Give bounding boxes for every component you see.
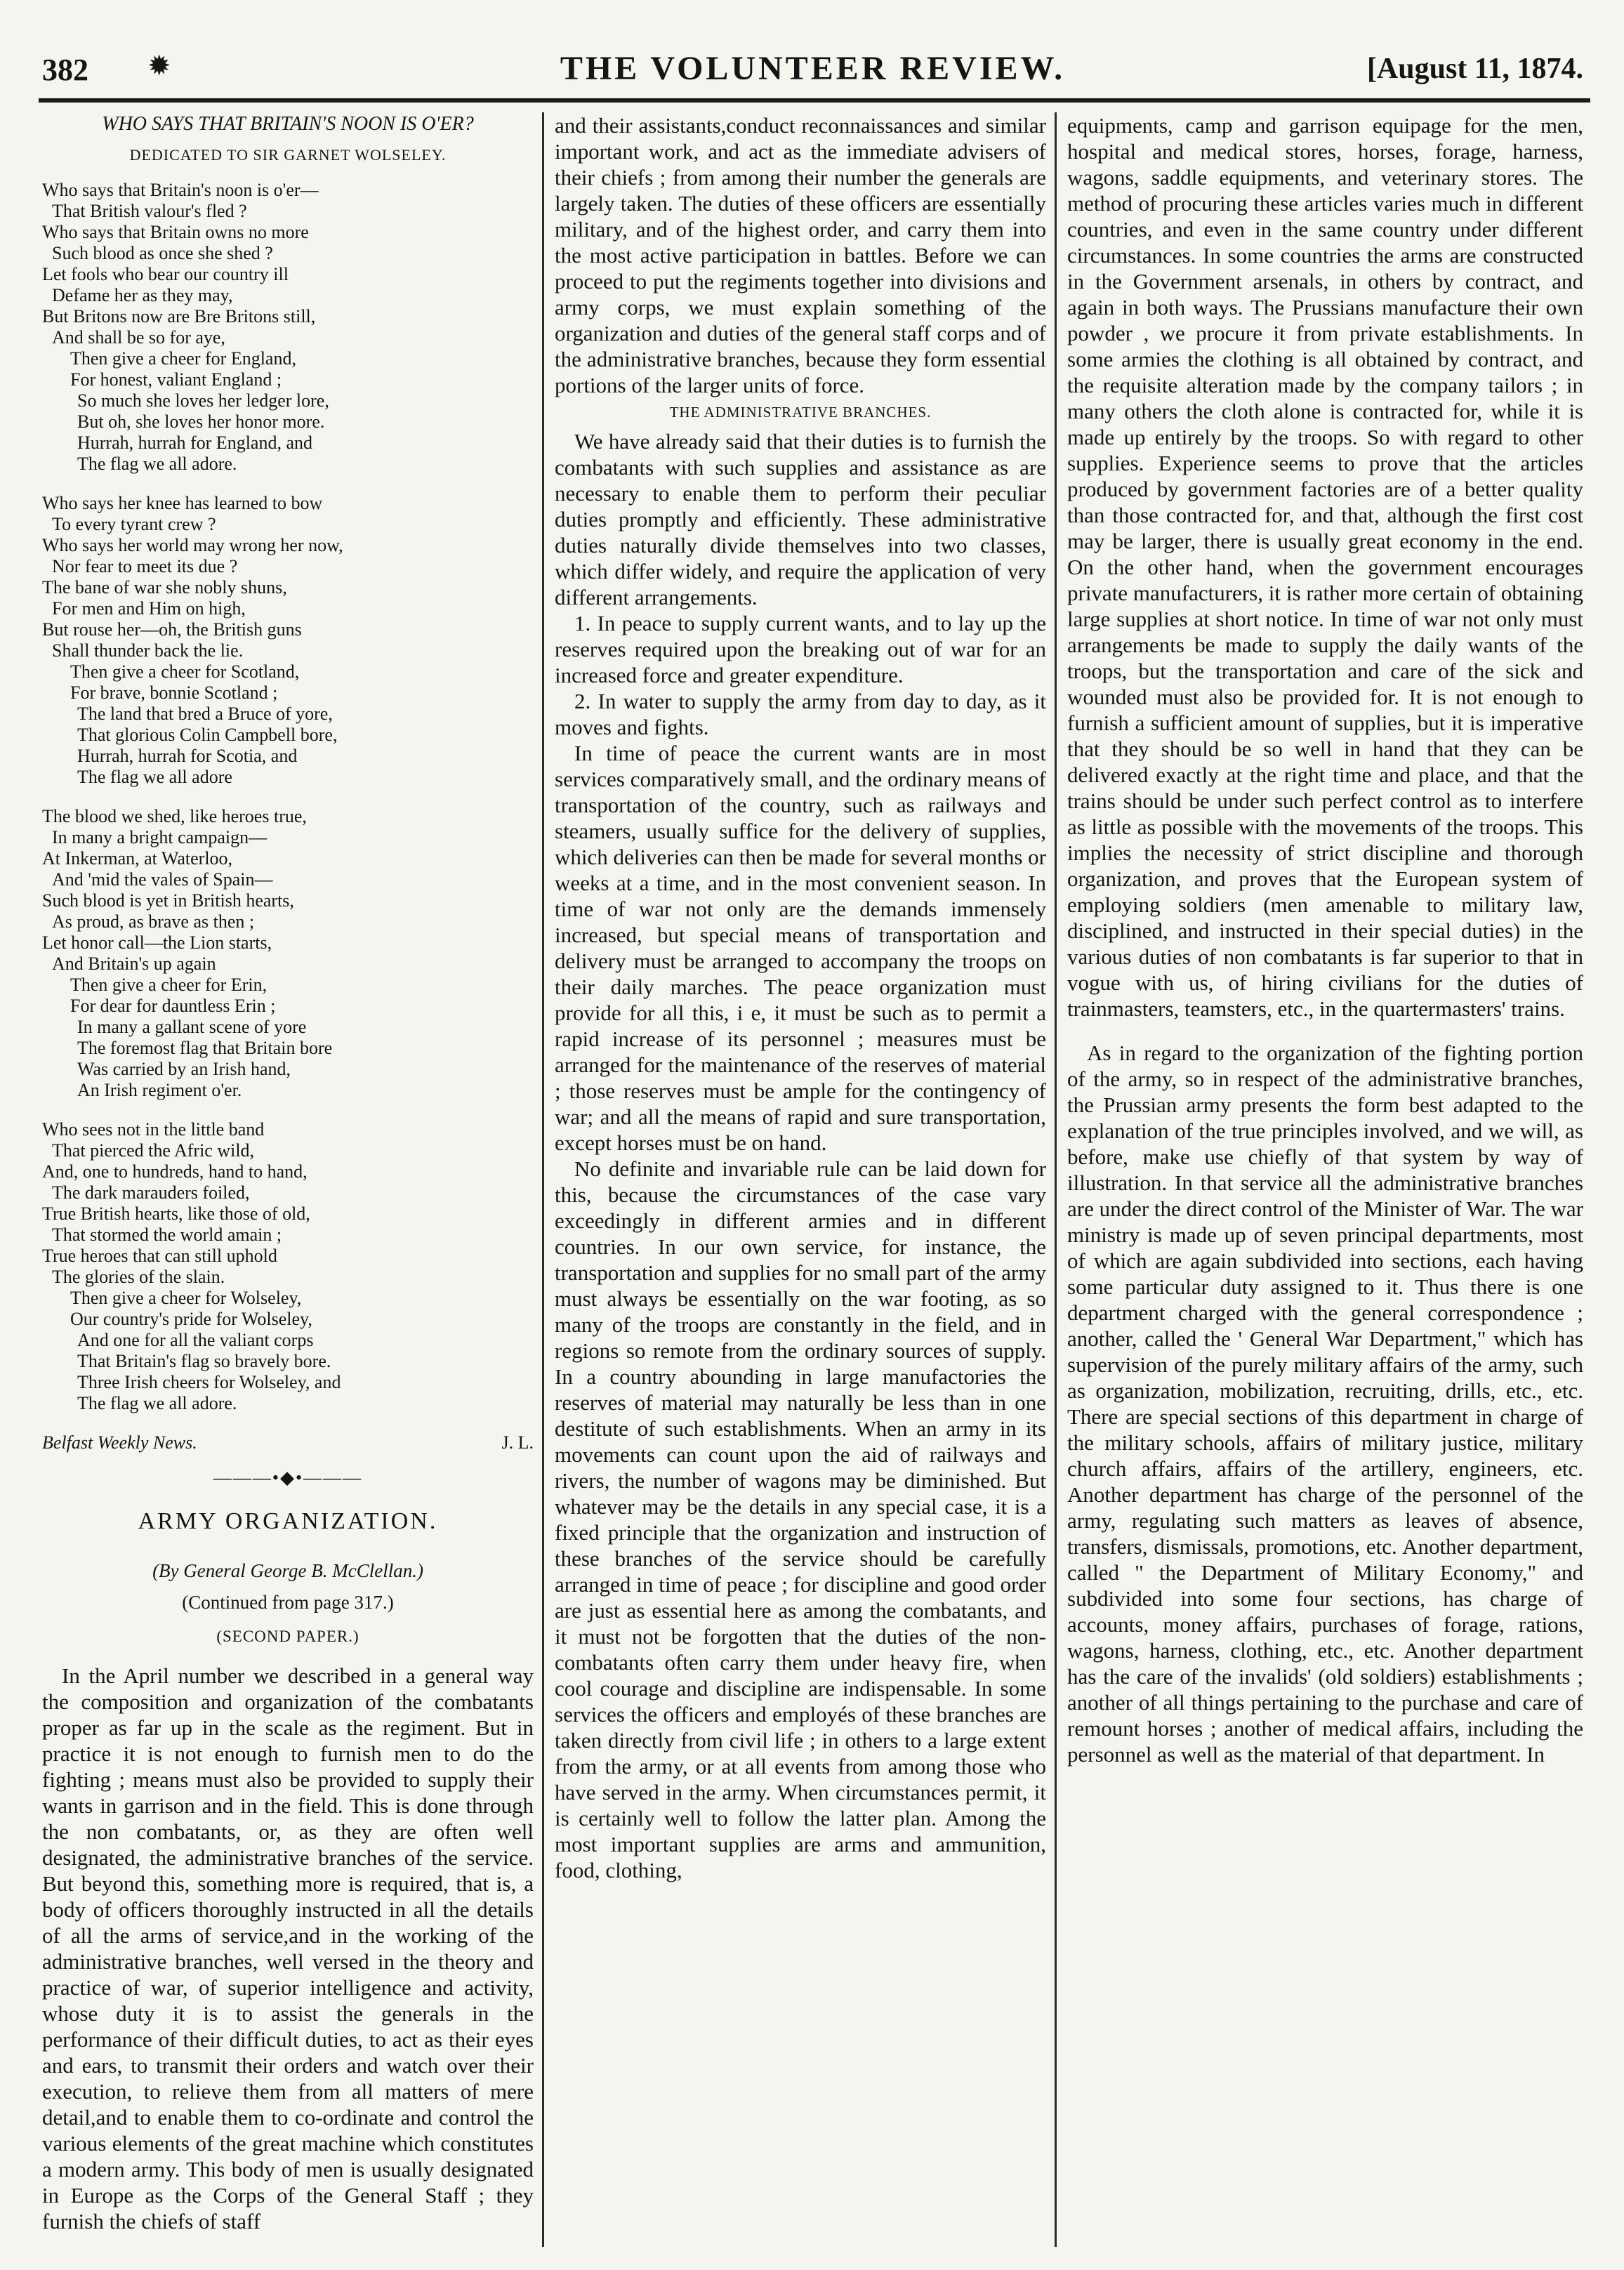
poem-line: Hurrah, hurrah for Scotia, and bbox=[77, 746, 298, 766]
poem-line: The foremost flag that Britain bore bbox=[77, 1038, 333, 1058]
poem-line: That stormed the world amain ; bbox=[52, 1225, 282, 1245]
poem-line: The blood we shed, like heroes true, bbox=[42, 806, 307, 826]
poem-line: And, one to hundreds, hand to hand, bbox=[42, 1161, 308, 1182]
section-divider: ———•◆•——— bbox=[213, 1467, 363, 1488]
poem-line: The flag we all adore. bbox=[77, 454, 237, 474]
poem-line: Who says her knee has learned to bow bbox=[42, 493, 323, 513]
paragraph: 2. In water to supply the army from day to day, as it moves and fights. bbox=[555, 689, 1046, 739]
poem-line: Who says that Britain's noon is o'er— bbox=[42, 180, 319, 200]
article-byline: (By General George B. McClellan.) bbox=[152, 1560, 423, 1581]
poem-line: To every tyrant crew ? bbox=[52, 514, 216, 534]
poem-stanza bbox=[42, 180, 534, 475]
poem-line: In many a gallant scene of yore bbox=[77, 1017, 307, 1037]
poem-line: Then give a cheer for Wolseley, bbox=[70, 1288, 302, 1308]
column-2 bbox=[555, 112, 1046, 2247]
poem-line: True heroes that can still uphold bbox=[42, 1246, 277, 1266]
poem-line: But rouse her—oh, the British guns bbox=[42, 619, 302, 640]
poem-line: Who says her world may wrong her now, bbox=[42, 535, 343, 555]
poem-line: But Britons now are Bre Britons still, bbox=[42, 306, 316, 326]
poem-line: Nor fear to meet its due ? bbox=[52, 556, 238, 576]
poem-line: And Britain's up again bbox=[52, 953, 216, 974]
poem-signature bbox=[42, 1432, 534, 1453]
poem-line: The flag we all adore. bbox=[77, 1393, 237, 1413]
poem-line: The land that bred a Bruce of yore, bbox=[77, 704, 333, 724]
poem-line: An Irish regiment o'er. bbox=[77, 1080, 242, 1100]
paragraph: equipments, camp and garrison equipage for the men, hospital and medical stores, horses, forage, harness, wagons, saddle equipments, and veterinary stores. The method of procuring these articles varies much in different countries, and even in the same country under different circumstances. In some countries the arms are constructed in the Government arsenals, in others by contract, and again in both ways. The Prussians manufacture their own powder , we procure it from private establishments. In some armies the clothing is all obtained by contract, and the requisite alteration made by the company tailors ; in many others the cloth alone is contracted for, while it is made up entirely by the troops. So with regard to other supplies. Experience seems to prove that the articles produced by government factories are of a better quality than those contracted for, and that, although the first cost may be larger, there is usually great economy in the end. On the other hand, when the government encourages private manufacturers, it is rather more certain of obtaining large supplies at short notice. In time of war not only must arrangements be made to supply the daily wants of the troops, but the transportation and care of the sick and wounded must also be provided for. It is not enough to furnish a sufficient amount of supplies, but it is imperative that they should be so well in hand that they can be delivered exactly at the right time and place, and that the trains should be under such perfect control as to interfere as little as possible with the movements of the troops. This implies the necessity of strict discipline and thorough organization, and proves that the European system of employing soldiers (men amenable to military law, disciplined, and instructed in their special duties) in the various duties of non combatants is far superior to that in vogue with us, of hiring civilians for the duties of trainmasters, teamsters, etc., in the quartermasters' trains. bbox=[1067, 113, 1583, 1021]
poem-line: The flag we all adore bbox=[77, 767, 232, 787]
poem-line: Such blood is yet in British hearts, bbox=[42, 890, 294, 911]
page-header bbox=[42, 49, 1583, 95]
section-subhead: THE ADMINISTRATIVE BRANCHES. bbox=[669, 404, 932, 421]
poem-body bbox=[42, 180, 534, 1414]
poem-line: That Britain's flag so bravely bore. bbox=[77, 1351, 331, 1371]
paragraph: and their assistants,conduct reconnaissances and similar important work, and act as the immediate advisers of their chiefs ; from among their number the generals are largely taken. The duties of these officers are essentially military, and of the highest order, and carry them into the most active participation in battles. Before we can proceed to put the regiments together into divisions and army corps, we must explain something of the organization and duties of the general staff corps and of the administrative branches, because they form essential portions of the larger units of force. bbox=[555, 113, 1046, 397]
paragraph-gap bbox=[1067, 1022, 1583, 1040]
poem-line: Then give a cheer for Scotland, bbox=[70, 661, 300, 682]
paragraph: In time of peace the current wants are in most services comparatively small, and the ordinary means of transportation of the country, such as railways and steamers, usually suffice for the delivery of supplies, which deliveries can then be made for several months or weeks at a time, and in the most convenient season. In time of war not only are the demands immensely increased, but special means of transportation and delivery must be arranged to accompany the troops on their daily marches. The peace organization must provide for all this, i e, it must be such as to permit a rapid increase of its personnel ; measures must be arranged for the maintenance of the reserves of material ; those reserves must be ample for the contingency of war; and all the means of rapid and sure transportation, except horses must be on hand. bbox=[555, 741, 1046, 1155]
poem-line: Defame her as they may, bbox=[52, 285, 233, 305]
poem-dedication: DEDICATED TO SIR GARNET WOLSELEY. bbox=[129, 146, 447, 164]
poem-stanza bbox=[42, 1119, 534, 1414]
poem-line: For brave, bonnie Scotland ; bbox=[70, 682, 278, 703]
poem-line: True British hearts, like those of old, bbox=[42, 1203, 310, 1224]
poem-line: The bane of war she nobly shuns, bbox=[42, 577, 287, 598]
poem-line: So much she loves her ledger lore, bbox=[77, 390, 329, 411]
poem-line: At Inkerman, at Waterloo, bbox=[42, 848, 233, 869]
poem-line: Such blood as once she shed ? bbox=[52, 243, 273, 263]
article-title: ARMY ORGANIZATION. bbox=[138, 1508, 438, 1534]
poem-line: In many a bright campaign— bbox=[52, 827, 268, 847]
paragraph: As in regard to the organization of the fighting portion of the army, so in respect of the administrative branches, the Prussian army presents the form best adapted to the explanation of the true principles involved, and we will, as before, make use chiefly of that system by way of illustration. In that service all the administrative branches are under the direct control of the Minister of War. The war ministry is made up of seven principal departments, most of which are again subdivided into sections, each having some particular duty assigned to it. Thus there is one department charged with the general correspondence ; another, called the ' General War Department," which has supervision of the purely military affairs of the army, such as organization, mobilization, recruiting, drills, etc., etc. There are special sections of this department in charge of the military schools, affairs of military justice, military church affairs, affairs of the artillery, engineers, etc. Another department has charge of the personnel of the army, regulating such matters as leaves of absence, transfers, dismissals, promotions, etc. Another department, called " the Department of Military Economy," and subdivided into some four sections, has charge of accounts, money affairs, purchases of forage, rations, wagons, harness, clothing, etc., etc. Another department has the care of the invalids' (old soldiers) establishments ; another of all things pertaining to the purchase and care of remount horses ; another of medical affairs, including the personnel as well as the material of that department. In bbox=[1067, 1041, 1583, 1767]
poem-line: The glories of the slain. bbox=[52, 1267, 225, 1287]
poem-line: And one for all the valiant corps bbox=[77, 1330, 314, 1350]
poem-line: And shall be so for aye, bbox=[52, 327, 225, 348]
paragraph: 1. In peace to supply current wants, and to lay up the reserves required upon the breaking out of war for an increased force and greater expenditure. bbox=[555, 611, 1046, 687]
poem-line: Three Irish cheers for Wolseley, and bbox=[77, 1372, 341, 1392]
article-body-col1 bbox=[42, 1663, 534, 2234]
ornament-icon: ✹ bbox=[147, 50, 171, 81]
poem-line: Our country's pride for Wolseley, bbox=[70, 1309, 312, 1329]
paragraph: No definite and invariable rule can be laid down for this, because the circumstances of the case vary exceedingly in different armies and in different countries. In our own service, for instance, the transportation and supplies for no small part of the army must always be essentially on the war footing, as so many of the troops are constantly in the field, and in regions so remote from the ordinary sources of supply. In a country abounding in large manufactories the reserves of material may naturally be less than in one destitute of such establishments. When an army in its movements can count upon the aid of railways and rivers, the number of wagons may be diminished. But whatever may be the details in any special case, it is a fixed principle that the organization and instruction of these branches of the service should be carefully arranged in time of peace ; for discipline and good order are just as essential here as among the combatants, and it must not be forgotten that the duties of the non-combatants often carry them under heavy fire, when cool courage and discipline are indispensable. In some services the officers and employés of these branches are taken directly from civil life ; in others to a large extent from the army, or at all events from among those who have served in the army. When circumstances permit, it is certainly well to follow the latter plan. Among the most important supplies are arms and ammunition, food, clothing, bbox=[555, 1156, 1046, 1882]
poem-line: For men and Him on high, bbox=[52, 598, 246, 619]
column-3 bbox=[1067, 112, 1583, 2247]
poem-stanza bbox=[42, 493, 534, 788]
issue-date: [August 11, 1874. bbox=[1366, 53, 1583, 85]
poem-line: For honest, valiant England ; bbox=[70, 369, 282, 390]
poem-line: Who sees not in the little band bbox=[42, 1119, 265, 1140]
poem-line: As proud, as brave as then ; bbox=[52, 911, 255, 932]
poem-line: Was carried by an Irish hand, bbox=[77, 1059, 291, 1079]
poem-line: Shall thunder back the lie. bbox=[52, 640, 244, 661]
poem-line: That pierced the Afric wild, bbox=[52, 1140, 255, 1161]
poem-line: Let honor call—the Lion starts, bbox=[42, 932, 272, 953]
paper-label: (SECOND PAPER.) bbox=[216, 1628, 359, 1645]
column-rule bbox=[542, 112, 544, 2247]
poem-line: Who says that Britain owns no more bbox=[42, 222, 309, 242]
publication-title: THE VOLUNTEER REVIEW. bbox=[560, 50, 1066, 87]
column-rule bbox=[1055, 112, 1057, 2247]
poem-source: Belfast Weekly News. bbox=[42, 1432, 197, 1453]
poem-line: But oh, she loves her honor more. bbox=[77, 411, 325, 432]
page-number: 382 bbox=[42, 53, 88, 87]
poem-stanza bbox=[42, 806, 534, 1101]
poem-line: The dark marauders foiled, bbox=[52, 1182, 250, 1203]
poem-line: Then give a cheer for England, bbox=[70, 348, 296, 369]
column-1 bbox=[42, 112, 534, 2247]
poem-line: Let fools who bear our country ill bbox=[42, 264, 289, 284]
poem-line: Then give a cheer for Erin, bbox=[70, 975, 268, 995]
poem-line: For dear for dauntless Erin ; bbox=[70, 996, 276, 1016]
header-rule bbox=[39, 98, 1590, 103]
paragraph: We have already said that their duties is to furnish the combatants with such supplies and assistance as are necessary to enable them to perform their peculiar duties promptly and efficiently. These administrative duties naturally divide themselves into two classes, which differ widely, and require the application of very different arrangements. bbox=[555, 429, 1046, 609]
poem-title: WHO SAYS THAT BRITAIN'S NOON IS O'ER? bbox=[102, 113, 474, 135]
poem-line: That British valour's fled ? bbox=[52, 201, 247, 221]
poem-line: That glorious Colin Campbell bore, bbox=[77, 725, 338, 745]
poem-line: And 'mid the vales of Spain— bbox=[52, 869, 273, 890]
poem-initials: J. L. bbox=[501, 1432, 534, 1453]
paragraph: In the April number we described in a general way the composition and organization of the combatants proper as far up in the scale as the regiment. But in practice it is not enough to furnish men to do the fighting ; means must also be provided to supply their wants in garrison and in the field. This is done through the non combatants, or, as they are often well designated, the administrative branches of the service. But beyond this, something more is required, that is, a body of officers thoroughly instructed in all the details of all the arms of service,and in the working of the administrative branches, well versed in the theory and practice of war, of superior intelligence and activity, whose duty it is to assist the generals in the performance of their difficult duties, to act as their eyes and ears, to transmit their orders and watch over their execution, to relieve them from all matters of mere detail,and to enable them to co-ordinate and control the various elements of the great machine which constitutes a modern army. This body of men is usually designated in Europe as the Corps of the General Staff ; they furnish the chiefs of staff bbox=[42, 1663, 534, 2233]
continued-note: (Continued from page 317.) bbox=[182, 1592, 394, 1613]
poem-line: Hurrah, hurrah for England, and bbox=[77, 433, 312, 453]
